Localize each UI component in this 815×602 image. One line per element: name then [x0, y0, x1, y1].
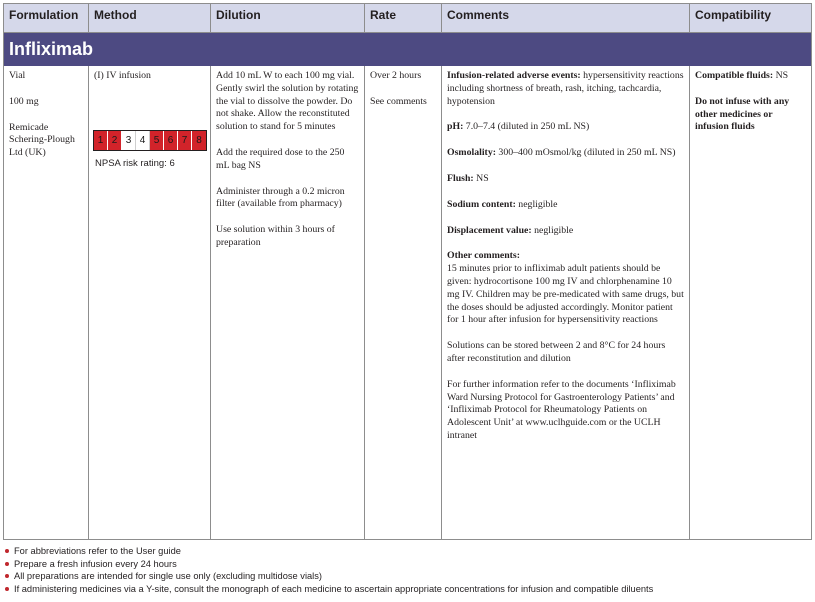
comment-text: 7.0–7.4 (diluted in 250 mL NS) [463, 121, 590, 133]
bullet-icon [5, 562, 9, 566]
header-compatibility: Compatibility [695, 8, 772, 22]
header-dilution: Dilution [211, 4, 365, 32]
risk-box-4: 4 [136, 131, 150, 150]
footnote-item [3, 583, 653, 596]
comment-label: Flush: [447, 172, 474, 184]
risk-box-8: 8 [192, 131, 206, 150]
comment-label: Infusion-related adverse events: [447, 70, 581, 81]
monograph-table [3, 3, 812, 540]
compatibility-cell [690, 66, 811, 540]
formulation-product: Remicade Schering-Plough Ltd (UK) [9, 121, 75, 159]
method-cell [89, 66, 211, 540]
method-route: (I) IV infusion [94, 70, 151, 81]
bullet-icon [5, 549, 9, 553]
comment-text: negligible [515, 198, 558, 210]
comment-further-info: For further information refer to the documents ‘Infliximab Ward Nursing Protocol for Gastroenterology Patients’ and ‘Infliximab Protocol for Rheumatology Patients on Adolescent Unit’ at www.uclhguide.com or the UCLH intranet [447, 378, 676, 441]
dilution-step: Use solution within 3 hours of preparation [216, 224, 335, 248]
footnote-text: All preparations are intended for single use only (excluding multidose vials) [14, 571, 322, 582]
footnotes [3, 545, 653, 596]
comment-label: Other comments: [447, 250, 521, 262]
comment-text: NS [473, 172, 489, 184]
footnote-item [3, 558, 653, 571]
risk-box-5: 5 [150, 131, 164, 150]
risk-box-6: 6 [164, 131, 178, 150]
npsa-risk-rating: NPSA risk rating: 6 [95, 158, 175, 169]
comment-text: negligible [531, 224, 574, 236]
comment-flush [447, 173, 685, 186]
comment-osmolality [447, 147, 685, 160]
comment-label: Osmolality: [447, 147, 496, 159]
comment-storage: Solutions can be stored between 2 and 8°C for 24 hours after reconstitution and dilution [447, 340, 666, 364]
header-comments: Comments [442, 4, 690, 32]
footnote-text: If administering medicines via a Y-site, consult the monograph of each medicine to ascertain appropriate concentrations for infusion and compatible diluents [14, 584, 654, 595]
comment-label: Sodium content: [447, 198, 516, 210]
comments-cell [442, 66, 690, 540]
bullet-icon [5, 587, 9, 591]
compatible-fluids-label: Compatible fluids: [695, 70, 774, 81]
comment-adverse-events [447, 70, 685, 108]
formulation-strength: 100 mg [9, 95, 39, 107]
comment-text: 300–400 mOsmol/kg (diluted in 250 mL NS) [495, 147, 676, 159]
header-method: Method [89, 4, 211, 32]
drug-name-banner: Infliximab [4, 33, 811, 66]
dilution-step: Administer through a 0.2 micron filter (available from pharmacy) [216, 185, 345, 210]
bullet-icon [5, 574, 9, 578]
footnote-text: Prepare a fresh infusion every 24 hours [14, 558, 177, 569]
risk-box-2: 2 [108, 131, 122, 150]
dilution-step: Add 10 mL W to each 100 mg vial. Gently swirl the solution by rotating the vial to dissolve the powder. Do not shake. Allow the reconstituted solution to stand for 5 minutes [216, 70, 359, 133]
table-header [4, 4, 811, 33]
rate-cell [365, 66, 442, 540]
comment-other [447, 250, 685, 327]
formulation-cell [4, 66, 89, 540]
header-formulation: Formulation [4, 4, 89, 32]
comment-label: pH: [447, 121, 464, 133]
risk-box-1: 1 [94, 131, 108, 150]
comment-text: hypersensitivity reactions including shortness of breath, rash, itching, tachcardia, hypotension [447, 70, 684, 107]
risk-box-7: 7 [178, 131, 192, 150]
comment-displacement [447, 225, 685, 238]
rate-note: See comments [370, 95, 427, 107]
risk-box-3: 3 [122, 131, 136, 150]
comment-ph [447, 121, 685, 134]
comment-text: 15 minutes prior to infliximab adult patients should be given: hydrocortisone 100 mg IV and chlorphenamine 10 mg IV. Children may be pre-medicated with same drugs, but the doses should be adjusted accordingly. Monitor patient for 1 hour after infusion for hypersensitivity reactions [447, 263, 684, 326]
comment-sodium [447, 199, 685, 212]
dilution-step: Add the required dose to the 250 mL bag NS [216, 146, 345, 171]
rate-value: Over 2 hours [370, 70, 422, 81]
comment-label: Displacement value: [447, 224, 532, 236]
dilution-cell [211, 66, 365, 540]
compatibility-warning: Do not infuse with any other medicines or infusion fluids [695, 95, 790, 133]
footnote-item [3, 545, 653, 558]
compatible-fluids [695, 70, 807, 83]
footnote-text: For abbreviations refer to the User guide [14, 546, 181, 556]
compatible-fluids-value: NS [773, 70, 789, 81]
footnote-item [3, 570, 653, 583]
npsa-risk-scale [93, 130, 207, 151]
formulation-form: Vial [9, 70, 26, 81]
header-rate: Rate [365, 4, 442, 32]
